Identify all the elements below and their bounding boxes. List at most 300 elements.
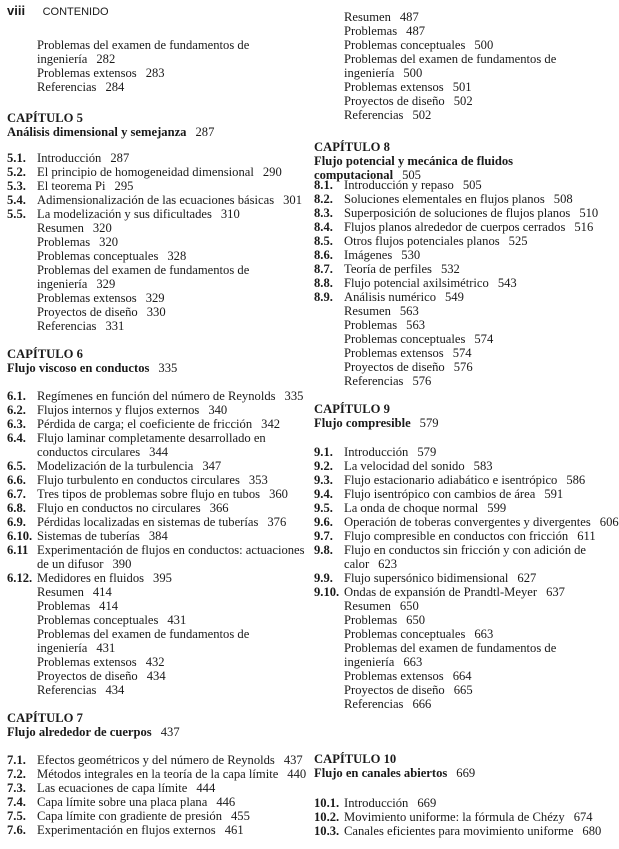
entry-text bbox=[344, 613, 425, 627]
entry-title: Flujo turbulento en conductos circulares bbox=[37, 473, 240, 487]
entry-title: Flujo supersónico bidimensional bbox=[344, 571, 509, 585]
section-number: 6.2. bbox=[7, 403, 26, 417]
section-number: 6.8. bbox=[7, 501, 26, 515]
entry-page: 434 bbox=[146, 669, 166, 683]
section-number: 8.8. bbox=[314, 276, 333, 290]
section-number: 9.7. bbox=[314, 529, 333, 543]
entry-title-cont: ingeniería bbox=[37, 52, 88, 66]
chapter-title: Flujo en canales abiertos bbox=[314, 766, 448, 780]
entry-text bbox=[344, 655, 422, 669]
entry-text bbox=[37, 599, 118, 613]
chapter-title: Flujo viscoso en conductos bbox=[7, 361, 150, 375]
entry-page: 505 bbox=[462, 178, 482, 192]
entry-title-cont: de un difusor bbox=[37, 557, 104, 571]
entry-title: Resumen bbox=[37, 585, 84, 599]
entry-page: 650 bbox=[399, 599, 419, 613]
entry-page: 516 bbox=[574, 220, 594, 234]
section-number: 10.2. bbox=[314, 810, 340, 824]
entry-text bbox=[37, 305, 166, 319]
entry-title: Problemas conceptuales bbox=[37, 613, 159, 627]
entry-text bbox=[37, 207, 240, 221]
chapter-page: 335 bbox=[158, 361, 178, 375]
entry-page: 395 bbox=[153, 571, 172, 585]
entry-text bbox=[344, 304, 419, 318]
entry-title: Problemas extensos bbox=[344, 80, 444, 94]
entry-page: 347 bbox=[202, 459, 222, 473]
entry-title: Problemas del examen de fundamentos de bbox=[344, 52, 557, 66]
entry-page: 532 bbox=[440, 262, 460, 276]
entry-text bbox=[344, 810, 593, 824]
chapter-title-line bbox=[7, 725, 180, 739]
entry-text bbox=[344, 346, 472, 360]
entry-text bbox=[344, 641, 556, 655]
chapter-heading bbox=[314, 140, 600, 182]
chapter-title: Flujo alrededor de cuerpos bbox=[7, 725, 152, 739]
entry-page: 295 bbox=[114, 179, 134, 193]
entry-page: 487 bbox=[406, 24, 426, 38]
entry-text bbox=[344, 627, 493, 641]
section-number: 9.2. bbox=[314, 459, 333, 473]
entry-page: 431 bbox=[96, 641, 116, 655]
entry-page: 579 bbox=[417, 445, 437, 459]
entry-title: Referencias bbox=[344, 374, 404, 388]
entry-text bbox=[37, 249, 186, 263]
running-title: CONTENIDO bbox=[42, 6, 109, 18]
entry-page: 342 bbox=[261, 417, 281, 431]
entry-text bbox=[37, 277, 115, 291]
entry-text bbox=[37, 445, 168, 459]
entry-page: 663 bbox=[474, 627, 494, 641]
entry-text bbox=[37, 585, 112, 599]
entry-text bbox=[37, 165, 282, 179]
entry-text bbox=[37, 263, 249, 277]
entry-text bbox=[37, 753, 303, 767]
entry-page: 530 bbox=[401, 248, 421, 262]
entry-title: Referencias bbox=[344, 108, 404, 122]
entry-page: 543 bbox=[497, 276, 517, 290]
entry-page: 414 bbox=[92, 585, 112, 599]
entry-text bbox=[344, 683, 473, 697]
section-number: 6.9. bbox=[7, 515, 26, 529]
entry-text bbox=[344, 38, 493, 52]
entry-text bbox=[37, 543, 305, 557]
section-number: 8.7. bbox=[314, 262, 333, 276]
entry-text bbox=[37, 809, 250, 823]
entry-text bbox=[37, 151, 129, 165]
entry-title: Análisis numérico bbox=[344, 290, 436, 304]
entry-page: 376 bbox=[267, 515, 287, 529]
entry-title: Proyectos de diseño bbox=[344, 94, 445, 108]
entry-page: 666 bbox=[412, 697, 432, 711]
section-number: 6.7. bbox=[7, 487, 26, 501]
entry-title: Sistemas de tuberías bbox=[37, 529, 140, 543]
entry-text bbox=[344, 108, 431, 122]
chapter-label: CAPÍTULO 5 bbox=[7, 111, 83, 125]
entry-text bbox=[37, 52, 115, 66]
entry-title: Referencias bbox=[37, 319, 97, 333]
entry-text bbox=[37, 655, 165, 669]
entry-text bbox=[37, 417, 280, 431]
chapter-title-line bbox=[7, 125, 214, 139]
entry-page: 606 bbox=[599, 515, 619, 529]
entry-text bbox=[344, 796, 436, 810]
entry-text bbox=[344, 501, 506, 515]
entry-title-cont: ingeniería bbox=[37, 277, 88, 291]
entry-text bbox=[37, 80, 124, 94]
entry-page: 500 bbox=[403, 66, 423, 80]
entry-title: Flujo estacionario adiabático e isentrópico bbox=[344, 473, 558, 487]
entry-title: Operación de toberas convergentes y divergentes bbox=[344, 515, 591, 529]
entry-page: 680 bbox=[582, 824, 602, 838]
section-number: 6.6. bbox=[7, 473, 26, 487]
entry-title: Problemas bbox=[344, 613, 398, 627]
entry-page: 623 bbox=[378, 557, 398, 571]
entry-title: Superposición de soluciones de flujos planos bbox=[344, 206, 571, 220]
entry-title: Canales eficientes para movimiento uniforme bbox=[344, 824, 574, 838]
chapter-title: Flujo potencial y mecánica de fluidos computacional bbox=[314, 154, 514, 182]
entry-page: 283 bbox=[145, 66, 165, 80]
section-number: 8.5. bbox=[314, 234, 333, 248]
entry-text bbox=[344, 697, 431, 711]
entry-page: 414 bbox=[99, 599, 119, 613]
section-number: 9.1. bbox=[314, 445, 333, 459]
entry-page: 549 bbox=[445, 290, 464, 304]
entry-page: 310 bbox=[220, 207, 240, 221]
entry-title: Flujos internos y flujos externos bbox=[37, 403, 200, 417]
entry-title: Problemas bbox=[344, 24, 398, 38]
entry-title: Flujos planos alrededor de cuerpos cerrados bbox=[344, 220, 566, 234]
entry-page: 461 bbox=[224, 823, 244, 837]
entry-text bbox=[344, 220, 593, 234]
chapter-heading bbox=[7, 347, 177, 375]
chapter-label: CAPÍTULO 7 bbox=[7, 711, 83, 725]
chapter-label: CAPÍTULO 10 bbox=[314, 752, 397, 766]
entry-title: Flujo isentrópico con cambios de área bbox=[344, 487, 536, 501]
entry-page: 446 bbox=[216, 795, 236, 809]
entry-title: Problemas extensos bbox=[37, 66, 137, 80]
entry-text bbox=[37, 501, 229, 515]
section-number: 5.4. bbox=[7, 193, 26, 207]
chapter-label: CAPÍTULO 8 bbox=[314, 140, 390, 154]
entry-page: 432 bbox=[145, 655, 165, 669]
entry-page: 344 bbox=[149, 445, 169, 459]
chapter-heading bbox=[7, 711, 180, 739]
entry-page: 576 bbox=[453, 360, 473, 374]
section-number: 6.1. bbox=[7, 389, 26, 403]
entry-text bbox=[344, 234, 528, 248]
section-number: 6.5. bbox=[7, 459, 26, 473]
entry-title: Movimiento uniforme: la fórmula de Chézy bbox=[344, 810, 565, 824]
entry-title: Pérdidas localizadas en sistemas de tuberías bbox=[37, 515, 259, 529]
entry-text bbox=[344, 459, 493, 473]
entry-title: Problemas extensos bbox=[344, 669, 444, 683]
entry-title: Resumen bbox=[344, 599, 391, 613]
section-number: 6.11 bbox=[7, 543, 29, 557]
entry-title: Las ecuaciones de capa límite bbox=[37, 781, 188, 795]
entry-title: Flujo potencial axilsimétrico bbox=[344, 276, 489, 290]
entry-title: Flujo compresible en conductos con fricción bbox=[344, 529, 569, 543]
section-number: 6.10. bbox=[7, 529, 33, 543]
page-number: viii bbox=[7, 3, 26, 18]
entry-text bbox=[37, 473, 268, 487]
section-number: 7.3. bbox=[7, 781, 26, 795]
entry-text bbox=[37, 641, 115, 655]
entry-text bbox=[344, 824, 601, 838]
entry-page: 340 bbox=[208, 403, 228, 417]
entry-text bbox=[37, 319, 124, 333]
entry-text bbox=[344, 52, 556, 66]
entry-page: 431 bbox=[167, 613, 187, 627]
entry-page: 282 bbox=[96, 52, 116, 66]
entry-title-cont: ingeniería bbox=[344, 66, 395, 80]
entry-page: 674 bbox=[573, 810, 593, 824]
section-number: 7.1. bbox=[7, 753, 26, 767]
section-number: 8.1. bbox=[314, 178, 333, 192]
entry-page: 384 bbox=[148, 529, 168, 543]
entry-page: 440 bbox=[287, 767, 307, 781]
entry-title: Problemas conceptuales bbox=[344, 627, 466, 641]
entry-text bbox=[344, 360, 473, 374]
entry-title: Capa límite sobre una placa plana bbox=[37, 795, 208, 809]
entry-title: Problemas extensos bbox=[37, 291, 137, 305]
entry-page: 287 bbox=[110, 151, 130, 165]
section-number: 9.4. bbox=[314, 487, 333, 501]
entry-title: Proyectos de diseño bbox=[37, 305, 138, 319]
entry-text bbox=[37, 193, 302, 207]
section-number: 5.1. bbox=[7, 151, 26, 165]
entry-title: El principio de homogeneidad dimensional bbox=[37, 165, 254, 179]
section-number: 7.6. bbox=[7, 823, 26, 837]
section-number: 7.2. bbox=[7, 767, 26, 781]
entry-title: Flujo en conductos no circulares bbox=[37, 501, 201, 515]
entry-text bbox=[37, 767, 306, 781]
entry-text bbox=[344, 515, 619, 529]
entry-title: Medidores en fluidos bbox=[37, 571, 145, 585]
entry-page: 329 bbox=[96, 277, 116, 291]
entry-text bbox=[344, 290, 464, 304]
entry-page: 563 bbox=[406, 318, 426, 332]
entry-page: 510 bbox=[579, 206, 599, 220]
entry-title: La velocidad del sonido bbox=[344, 459, 465, 473]
entry-text bbox=[344, 248, 420, 262]
entry-page: 437 bbox=[283, 753, 303, 767]
section-number: 5.5. bbox=[7, 207, 26, 221]
entry-title: Referencias bbox=[37, 80, 97, 94]
entry-page: 525 bbox=[508, 234, 528, 248]
entry-text bbox=[344, 332, 493, 346]
entry-text bbox=[37, 557, 131, 571]
entry-text bbox=[37, 431, 266, 445]
chapter-page: 669 bbox=[456, 766, 476, 780]
entry-title: Problemas extensos bbox=[344, 346, 444, 360]
chapter-title-line bbox=[7, 361, 177, 375]
entry-text bbox=[344, 262, 460, 276]
entry-text bbox=[344, 80, 472, 94]
chapter-heading bbox=[314, 752, 475, 780]
entry-page: 284 bbox=[105, 80, 125, 94]
entry-title-cont: conductos circulares bbox=[37, 445, 141, 459]
entry-title: Problemas conceptuales bbox=[344, 332, 466, 346]
entry-page: 330 bbox=[146, 305, 166, 319]
entry-page: 301 bbox=[283, 193, 302, 207]
entry-page: 353 bbox=[248, 473, 268, 487]
entry-page: 611 bbox=[577, 529, 596, 543]
section-number: 5.2. bbox=[7, 165, 26, 179]
entry-page: 335 bbox=[284, 389, 304, 403]
entry-text bbox=[37, 571, 172, 585]
entry-text bbox=[37, 683, 124, 697]
entry-page: 599 bbox=[487, 501, 507, 515]
entry-page: 500 bbox=[474, 38, 494, 52]
entry-page: 487 bbox=[399, 10, 419, 24]
entry-page: 329 bbox=[145, 291, 165, 305]
section-number: 10.1. bbox=[314, 796, 340, 810]
entry-title: El teorema Pi bbox=[37, 179, 106, 193]
entry-text bbox=[344, 178, 482, 192]
entry-text bbox=[344, 669, 472, 683]
entry-title: Flujo en conductos sin fricción y con adición de bbox=[344, 543, 587, 557]
entry-text bbox=[344, 585, 565, 599]
entry-page: 563 bbox=[399, 304, 419, 318]
entry-text bbox=[37, 179, 133, 193]
entry-title: Problemas del examen de fundamentos de bbox=[344, 641, 557, 655]
entry-page: 576 bbox=[412, 374, 432, 388]
entry-page: 508 bbox=[553, 192, 573, 206]
entry-title: Ondas de expansión de Prandtl-Meyer bbox=[344, 585, 538, 599]
entry-page: 591 bbox=[544, 487, 564, 501]
entry-title: Capa límite con gradiente de presión bbox=[37, 809, 222, 823]
entry-title: Problemas del examen de fundamentos de bbox=[37, 627, 250, 641]
section-number: 6.4. bbox=[7, 431, 26, 445]
entry-page: 360 bbox=[269, 487, 288, 501]
entry-text bbox=[37, 795, 235, 809]
entry-text bbox=[344, 487, 563, 501]
entry-text bbox=[37, 389, 303, 403]
entry-page: 320 bbox=[99, 235, 119, 249]
entry-title: Referencias bbox=[37, 683, 97, 697]
entry-text bbox=[37, 221, 112, 235]
entry-text bbox=[344, 529, 596, 543]
entry-title: Adimensionalización de las ecuaciones básicas bbox=[37, 193, 275, 207]
entry-title: Soluciones elementales en flujos planos bbox=[344, 192, 545, 206]
entry-text bbox=[37, 487, 288, 501]
chapter-title-line bbox=[314, 766, 475, 780]
section-number: 9.9. bbox=[314, 571, 333, 585]
entry-text bbox=[37, 669, 166, 683]
entry-text bbox=[37, 38, 249, 52]
entry-text bbox=[37, 613, 186, 627]
entry-page: 586 bbox=[566, 473, 586, 487]
entry-text bbox=[37, 781, 215, 795]
entry-page: 663 bbox=[403, 655, 423, 669]
entry-title: Problemas del examen de fundamentos de bbox=[37, 263, 250, 277]
running-header bbox=[7, 3, 109, 18]
entry-title: Proyectos de diseño bbox=[37, 669, 138, 683]
entry-text bbox=[344, 206, 598, 220]
chapter-label: CAPÍTULO 9 bbox=[314, 402, 390, 416]
entry-title: Teoría de perfiles bbox=[344, 262, 432, 276]
entry-title: Resumen bbox=[344, 304, 391, 318]
entry-text bbox=[344, 557, 397, 571]
entry-title: Resumen bbox=[344, 10, 391, 24]
entry-text bbox=[344, 445, 436, 459]
entry-page: 328 bbox=[167, 249, 187, 263]
entry-title-cont: calor bbox=[344, 557, 370, 571]
entry-title: Resumen bbox=[37, 221, 84, 235]
chapter-page: 579 bbox=[419, 416, 439, 430]
entry-page: 390 bbox=[112, 557, 132, 571]
entry-title: Proyectos de diseño bbox=[344, 360, 445, 374]
section-number: 8.4. bbox=[314, 220, 333, 234]
entry-page: 455 bbox=[231, 809, 250, 823]
chapter-title: Análisis dimensional y semejanza bbox=[7, 125, 187, 139]
entry-page: 650 bbox=[406, 613, 426, 627]
section-number: 9.10. bbox=[314, 585, 340, 599]
entry-title: Flujo laminar completamente desarrollado en bbox=[37, 431, 266, 445]
entry-title: Experimentación de flujos en conductos: actuaciones bbox=[37, 543, 305, 557]
section-number: 5.3. bbox=[7, 179, 26, 193]
entry-title: Imágenes bbox=[344, 248, 393, 262]
entry-title: Problemas bbox=[37, 235, 91, 249]
entry-title: Introducción bbox=[37, 151, 102, 165]
entry-title: Problemas bbox=[37, 599, 91, 613]
chapter-page: 437 bbox=[160, 725, 180, 739]
section-number: 10.3. bbox=[314, 824, 340, 838]
entry-text bbox=[37, 235, 118, 249]
entry-title: Introducción bbox=[344, 445, 409, 459]
entry-title: Problemas bbox=[344, 318, 398, 332]
entry-page: 290 bbox=[262, 165, 282, 179]
chapter-heading bbox=[314, 402, 439, 430]
entry-page: 366 bbox=[209, 501, 229, 515]
section-number: 9.5. bbox=[314, 501, 333, 515]
entry-text bbox=[344, 276, 517, 290]
entry-text bbox=[37, 529, 168, 543]
entry-text bbox=[37, 627, 249, 641]
entry-text bbox=[344, 24, 425, 38]
entry-page: 665 bbox=[453, 683, 473, 697]
section-number: 6.3. bbox=[7, 417, 26, 431]
section-number: 9.6. bbox=[314, 515, 333, 529]
entry-page: 502 bbox=[412, 108, 432, 122]
entry-page: 434 bbox=[105, 683, 125, 697]
entry-title: Problemas del examen de fundamentos de bbox=[37, 38, 250, 52]
entry-title: Referencias bbox=[344, 697, 404, 711]
entry-text bbox=[344, 192, 573, 206]
section-number: 9.3. bbox=[314, 473, 333, 487]
entry-page: 502 bbox=[453, 94, 473, 108]
entry-text bbox=[37, 66, 165, 80]
section-number: 8.2. bbox=[314, 192, 333, 206]
entry-text bbox=[37, 403, 227, 417]
entry-title: Experimentación en flujos externos bbox=[37, 823, 216, 837]
entry-text bbox=[344, 10, 419, 24]
entry-title: Problemas conceptuales bbox=[37, 249, 159, 263]
entry-title: La modelización y sus dificultades bbox=[37, 207, 212, 221]
chapter-page: 287 bbox=[195, 125, 215, 139]
entry-page: 583 bbox=[473, 459, 493, 473]
entry-title: Efectos geométricos y del número de Reynolds bbox=[37, 753, 275, 767]
entry-title: Tres tipos de problemas sobre flujo en tubos bbox=[37, 487, 261, 501]
section-number: 9.8. bbox=[314, 543, 333, 557]
entry-text bbox=[344, 94, 473, 108]
entry-page: 501 bbox=[452, 80, 472, 94]
entry-title-cont: ingeniería bbox=[344, 655, 395, 669]
entry-title: Otros flujos potenciales planos bbox=[344, 234, 500, 248]
entry-text bbox=[344, 66, 422, 80]
section-number: 7.4. bbox=[7, 795, 26, 809]
entry-page: 444 bbox=[196, 781, 216, 795]
